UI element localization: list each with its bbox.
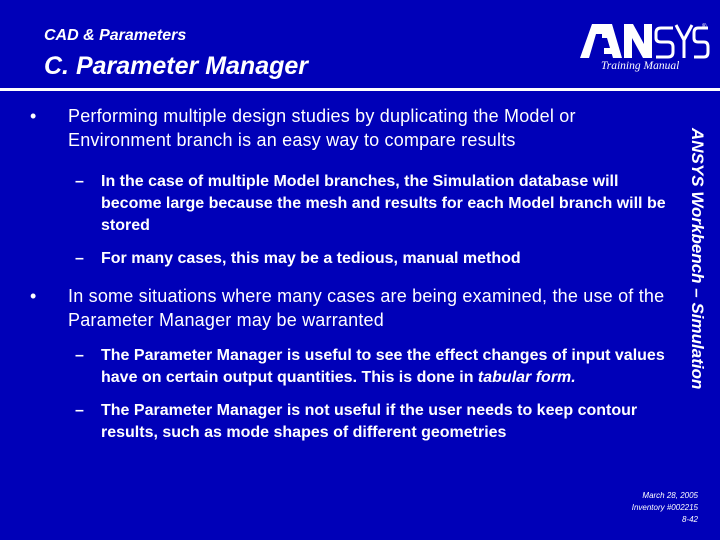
dash-mark: –: [75, 347, 84, 364]
sub-bullet-item: [30, 171, 670, 237]
slide-title: C. Parameter Manager: [44, 52, 309, 80]
footer: [632, 490, 698, 526]
slide-body: [30, 104, 670, 444]
sub-bullet-item: [30, 345, 670, 389]
ansys-logo: [578, 20, 710, 62]
training-manual-label: Training Manual: [601, 60, 680, 72]
section-title: CAD & Parameters: [44, 27, 187, 44]
side-label-container: [680, 99, 714, 419]
sub-bullet-item: [30, 248, 670, 270]
bullet-mark: •: [30, 286, 37, 306]
bullet-text: In some situations where many cases are being examined, the use of the Parameter Manager may be warranted: [68, 286, 665, 330]
sub-bullet-text: The Parameter Manager is not useful if the user needs to keep contour results, such as mode shapes of different geometries: [101, 402, 638, 441]
dash-mark: –: [75, 402, 84, 419]
footer-inventory: Inventory #002215: [631, 503, 698, 512]
page-number: 8-42: [681, 515, 698, 524]
registered-mark: ®: [702, 24, 707, 30]
sub-bullet-item: [30, 400, 670, 444]
bullet-mark: •: [30, 106, 37, 126]
dash-mark: –: [75, 173, 84, 190]
sub-bullet-italic-text: tabular form.: [477, 369, 576, 386]
bullet-item: [30, 104, 670, 152]
dash-mark: –: [75, 250, 84, 267]
side-label: ANSYS Workbench – Simulation: [688, 128, 707, 390]
footer-date: March 28, 2005: [642, 491, 698, 500]
bullet-text: Performing multiple design studies by duplicating the Model or Environment branch is an easy way to compare results: [68, 106, 576, 150]
sub-bullet-text: For many cases, this may be a tedious, manual method: [101, 250, 521, 267]
header-divider: [0, 88, 720, 91]
sub-bullet-text: The Parameter Manager is useful to see the effect changes of input values have on certain output quantities. This is done in: [101, 347, 665, 386]
bullet-item: [30, 284, 670, 332]
sub-bullet-text: In the case of multiple Model branches, the Simulation database will become large because the mesh and results for each Model branch will be stored: [101, 173, 666, 234]
